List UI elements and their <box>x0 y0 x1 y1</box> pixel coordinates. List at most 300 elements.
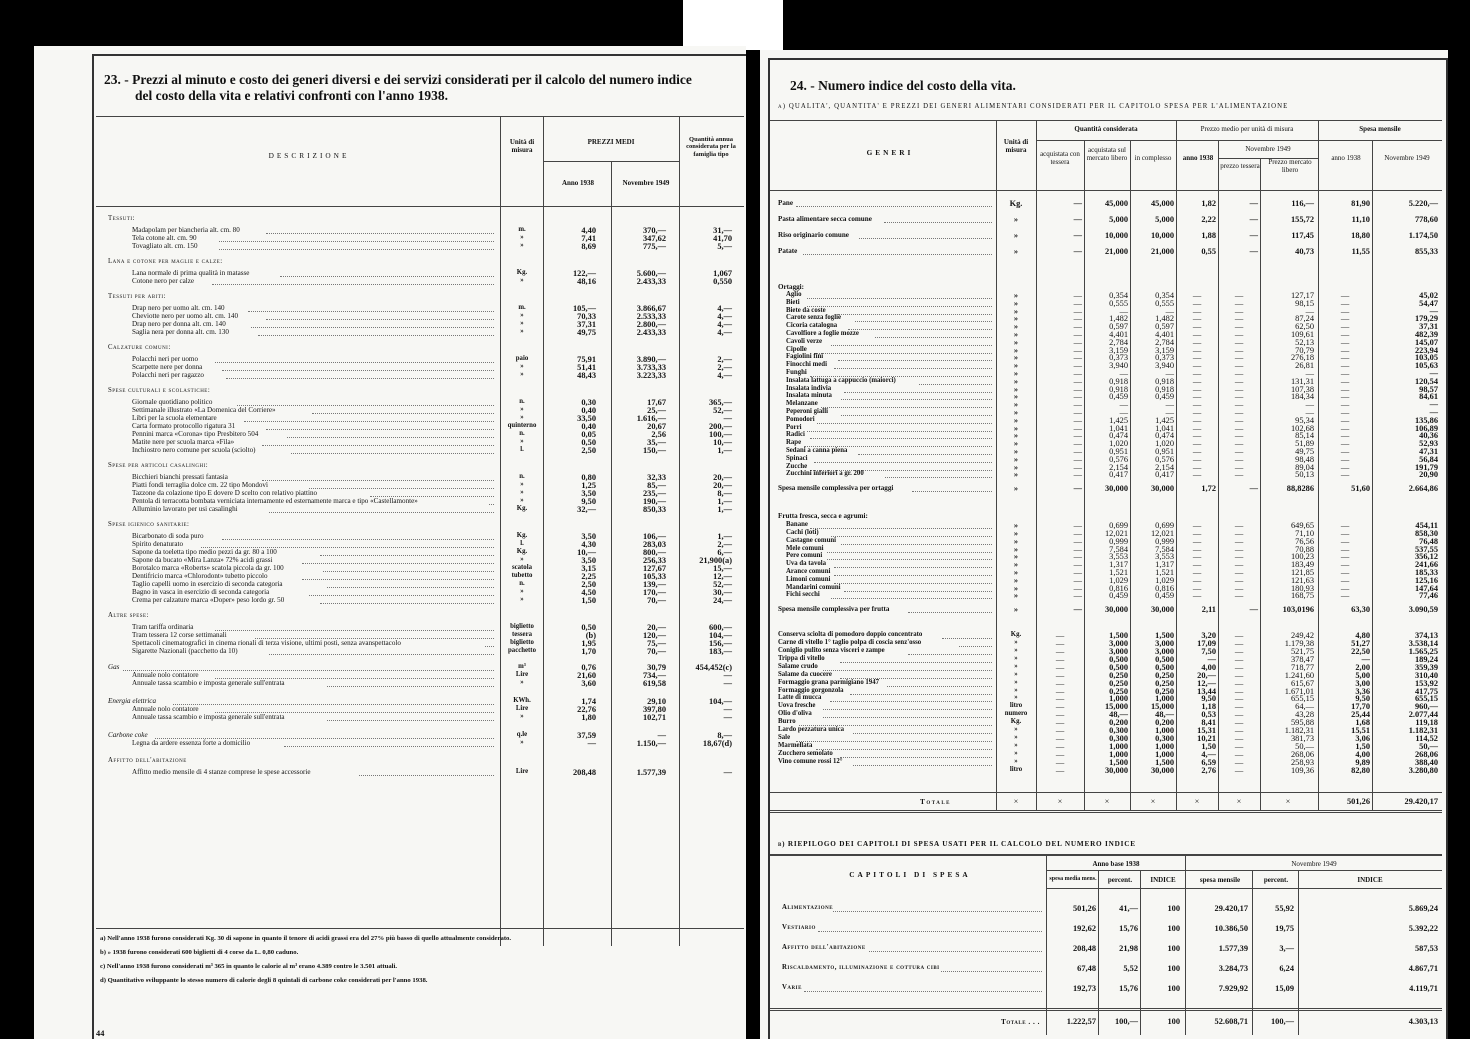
row-value: 76,56 <box>1295 536 1314 546</box>
row-value: 192,62 <box>1072 924 1096 933</box>
row-value: — <box>1073 361 1082 371</box>
leader-dots <box>173 704 494 705</box>
row-value: — <box>1340 330 1350 339</box>
row-value: — <box>1340 544 1350 554</box>
row-quantity: 8,— <box>717 489 732 498</box>
row-value: 21,98 <box>1119 944 1138 953</box>
row-price-1949: — <box>657 731 666 740</box>
row-label: Pennini marca «Corona» tipo Presbitero 504 <box>132 430 259 438</box>
row-quantity: 183,— <box>708 647 732 656</box>
row-value: — <box>1361 654 1370 664</box>
row-value: 482,39 <box>1414 330 1438 339</box>
row-unit: Kg. <box>1009 199 1023 208</box>
leader-dots <box>269 512 494 513</box>
row-value: 7.929,92 <box>1218 984 1248 993</box>
totale-x-mark: × <box>1013 797 1019 806</box>
row-price-1949: 3.890,— <box>636 355 666 364</box>
row-unit: » <box>1013 361 1019 371</box>
row-price-1938: 3,50 <box>581 556 596 565</box>
row-quantity: 52,— <box>713 406 732 415</box>
row-value: — <box>1234 544 1244 554</box>
leader-dots <box>803 254 992 255</box>
row-value: 208,48 <box>1072 944 1096 953</box>
row-label: Affitto medio mensile di 4 stanze comprese le spese accessorie <box>132 768 311 776</box>
row-value: 858,30 <box>1414 529 1438 538</box>
food-row: Zucchero semolato <box>778 749 833 757</box>
row-unit: » <box>1014 639 1018 647</box>
row-price-1938: 7,41 <box>581 234 596 243</box>
row-value: — <box>1192 544 1202 554</box>
row-label: Annuale nolo contatore <box>132 671 199 679</box>
row-value: 116,— <box>1291 199 1314 208</box>
row-value: 960,— <box>1414 702 1438 712</box>
row-value: 7,50 <box>1201 647 1216 656</box>
row-value: 1,041 <box>1109 423 1128 433</box>
row-value: — <box>1234 423 1244 433</box>
ortaggio-row: Porri <box>786 423 802 431</box>
row-value: 55,92 <box>1275 904 1294 913</box>
row-value: 103,05 <box>1414 353 1438 363</box>
row-quantity: 104,— <box>708 697 732 706</box>
row-price-1938: 51,41 <box>577 363 596 372</box>
row-value: 2,76 <box>1201 765 1216 775</box>
row-value: — <box>1234 575 1244 585</box>
row-value: 0,918 <box>1155 376 1174 386</box>
row-value: — <box>1073 575 1082 585</box>
row-value: — <box>1340 314 1350 324</box>
leader-dots <box>320 603 494 604</box>
row-price-1938: 3,50 <box>581 532 596 541</box>
row-value: — <box>1055 654 1065 664</box>
row-label: Tazzone da colazione tipo E dovere D scelto con relativo piattino <box>132 489 318 497</box>
row-value: — <box>1073 376 1082 386</box>
row-value: — <box>1192 345 1202 355</box>
leader-dots <box>244 421 494 422</box>
row-price-1938: 48,16 <box>577 277 596 286</box>
row-value: — <box>1055 757 1065 767</box>
row-value: 10.386,50 <box>1214 924 1248 933</box>
row-quantity: 4,— <box>717 320 732 329</box>
row-label: Bicarbonato di soda puro <box>132 532 204 540</box>
row-value: — <box>1055 765 1065 775</box>
leader-dots <box>248 311 494 312</box>
leader-dots <box>850 694 992 695</box>
row-value: — <box>1073 583 1082 593</box>
row-price-1949: 190,— <box>642 497 666 506</box>
row-price-1949: 2.533,33 <box>636 312 666 321</box>
leader-dots <box>838 360 992 361</box>
row-unit: l. <box>520 540 524 547</box>
row-value: 0,417 <box>1155 470 1174 480</box>
header-spesa-anno: anno 1938 <box>1331 154 1361 162</box>
row-price-1938: 122,— <box>572 269 596 278</box>
row-value: — <box>1234 322 1244 332</box>
row-value: 114,52 <box>1415 733 1438 743</box>
section-title: Calzature comuni: <box>108 344 171 351</box>
row-unit: » <box>1013 454 1019 464</box>
row-value: 37,31 <box>1419 322 1438 332</box>
row-price-1949: 139,— <box>642 580 666 589</box>
row-value: 359,39 <box>1414 662 1438 672</box>
header-unita-misura: Unità di misura <box>1003 138 1029 155</box>
row-price-1938: 32,— <box>577 505 596 514</box>
row-value: — <box>1234 345 1244 355</box>
row-value: — <box>1234 291 1244 300</box>
row-quantity: 2,— <box>717 355 732 364</box>
row-unit: » <box>1013 439 1019 449</box>
row-unit: » <box>1013 484 1019 494</box>
leader-dots <box>280 276 494 277</box>
row-value: 587,53 <box>1414 944 1438 953</box>
row-unit: » <box>1014 647 1018 654</box>
row-value: — <box>1340 298 1350 308</box>
row-price-1949: 127,67 <box>642 564 666 573</box>
leader-dots <box>291 453 494 454</box>
row-value: 98,15 <box>1295 298 1314 308</box>
totale-x-mark: × <box>1057 797 1063 806</box>
row-value: 98,48 <box>1295 454 1314 464</box>
row-value: — <box>1055 702 1065 712</box>
row-value: — <box>1073 536 1082 546</box>
row-price-1949: 256,33 <box>642 556 666 565</box>
row-value: 1,000 <box>1155 694 1174 704</box>
row-price-1938: 2,50 <box>581 580 596 589</box>
row-value: 48,— <box>1109 710 1128 720</box>
row-price-1949: 2.433,33 <box>636 277 666 286</box>
right-page <box>760 50 1448 1039</box>
leader-dots <box>323 571 494 572</box>
row-value: 5.392,22 <box>1408 924 1438 933</box>
row-value: — <box>1340 568 1350 577</box>
leader-dots <box>919 384 992 385</box>
leader-dots <box>831 598 992 599</box>
leader-dots <box>831 345 992 346</box>
row-unit: m³ <box>518 663 526 670</box>
row-value: 649,65 <box>1290 521 1314 531</box>
header-prezzo-tessera: prezzo tessera <box>1220 162 1260 170</box>
row-value: — <box>1192 408 1202 417</box>
row-unit: » <box>1013 384 1019 394</box>
row-value: 0,999 <box>1109 536 1128 546</box>
row-value: 0,373 <box>1155 353 1174 363</box>
row-value: 0,500 <box>1155 654 1174 664</box>
row-price-1949: 17,67 <box>647 398 666 407</box>
row-value: 4.303,13 <box>1408 1017 1438 1026</box>
row-quantity: 20,— <box>713 473 732 482</box>
row-unit: » <box>1014 694 1018 702</box>
row-value: 4,80 <box>1355 631 1370 641</box>
row-value: — <box>1055 678 1065 688</box>
row-price-1938: 21,60 <box>577 671 596 680</box>
row-value: — <box>1305 400 1314 410</box>
row-unit: m. <box>518 226 526 233</box>
row-value: 49,75 <box>1295 447 1314 456</box>
leader-dots <box>807 431 992 432</box>
row-price-1938: 1,74 <box>581 697 596 706</box>
row-value: — <box>1340 560 1350 570</box>
row-value: — <box>1234 670 1244 680</box>
row-label: Annuale nolo contatore <box>132 705 199 713</box>
row-value: 1,72 <box>1201 484 1216 494</box>
ortaggio-row: Insalata minuta <box>786 392 832 400</box>
row-value: 15,31 <box>1197 726 1216 735</box>
row-unit: » <box>1014 741 1018 749</box>
row-unit: n. <box>519 473 525 480</box>
row-quantity: 200,— <box>708 422 732 431</box>
row-value: — <box>1249 247 1258 256</box>
row-value: — <box>1234 733 1244 743</box>
row-price-1949: 370,— <box>642 226 666 235</box>
row-unit: » <box>1013 291 1019 300</box>
row-price-1938: 49,75 <box>577 328 596 337</box>
row-value: 117,45 <box>1291 231 1314 240</box>
row-unit: » <box>520 438 524 445</box>
leader-dots <box>807 298 992 299</box>
footnote: d) Quantitativo sviluppante lo stesso numero di calorie degli 8 quintali di carbone coke considerati per l'anno 1938. <box>100 977 428 984</box>
row-unit: Kg. <box>1010 718 1022 726</box>
row-value: 1,029 <box>1155 575 1174 585</box>
row-value: — <box>1192 591 1202 601</box>
leader-dots <box>885 477 992 478</box>
row-price-1938: 37,31 <box>577 320 596 329</box>
row-value: 7,584 <box>1155 544 1174 554</box>
riepilogo-row: Vestiario <box>782 924 816 931</box>
row-price-1938: — <box>587 739 596 748</box>
row-value: — <box>1192 361 1202 371</box>
leader-dots <box>327 587 494 588</box>
row-value: — <box>1073 330 1082 339</box>
row-value: — <box>1192 447 1202 456</box>
food-row: Riso originario comune <box>778 231 849 239</box>
row-value: — <box>1234 462 1244 472</box>
row-quantity: 8,— <box>717 731 732 740</box>
row-unit: » <box>1013 392 1019 402</box>
row-value: 29.420,17 <box>1214 904 1248 913</box>
row-label: Libri per la scuola elementare <box>132 414 217 422</box>
row-quantity: 0,550 <box>713 277 732 286</box>
leader-dots <box>215 630 494 631</box>
row-price-1949: 347,62 <box>642 234 666 243</box>
row-price-1949: 850,33 <box>642 505 666 514</box>
header-spesa-mensile-b: spesa mensile <box>1199 876 1241 884</box>
row-unit: biglietto <box>510 639 534 646</box>
row-value: 51,27 <box>1351 639 1370 649</box>
row-value: — <box>1234 568 1244 577</box>
food-row: Lardo pezzatura unica <box>778 726 845 733</box>
row-price-1938: 1,25 <box>581 481 596 490</box>
row-value: — <box>1234 536 1244 546</box>
ortaggio-row: Sedani a canna piena <box>786 447 848 454</box>
row-value: — <box>1073 199 1082 208</box>
row-price-1938: 2,25 <box>581 572 596 581</box>
row-value: — <box>1340 392 1350 402</box>
header-acq-tessera: acquistata con tessera <box>1040 150 1080 167</box>
riepilogo-title: b) RIEPILOGO DEI CAPITOLI DI SPESA USATI PER IL CALCOLO DEL NUMERO INDICE <box>778 840 1136 848</box>
row-value: 595,88 <box>1290 718 1314 728</box>
row-value: 179,29 <box>1414 314 1438 324</box>
row-value: 2,22 <box>1201 215 1216 224</box>
row-value: — <box>1073 484 1082 494</box>
row-value: 71,10 <box>1295 529 1314 538</box>
frutta-row: Uva da tavola <box>786 560 827 568</box>
row-value: 6,24 <box>1279 964 1294 973</box>
row-value: — <box>1234 392 1244 402</box>
row-price-1949: 3.733,33 <box>636 363 666 372</box>
row-value: — <box>1249 484 1258 494</box>
row-quantity: — <box>723 671 732 680</box>
row-label: Bicchieri bianchi pressati fantasia <box>132 473 228 481</box>
row-value: — <box>1340 575 1350 585</box>
row-value: 21,000 <box>1150 247 1174 256</box>
food-row: Sale <box>778 733 791 741</box>
row-unit: » <box>1013 314 1019 324</box>
row-quantity: 365,— <box>708 398 732 407</box>
row-price-1938: 48,43 <box>577 371 596 380</box>
row-value: 1.179,38 <box>1284 639 1314 649</box>
leader-dots <box>848 329 992 330</box>
totale-spesa-anno: 501,26 <box>1346 797 1370 806</box>
row-value: 3.538,14 <box>1408 639 1438 649</box>
leader-dots <box>251 327 494 328</box>
row-value: 5.869,24 <box>1408 904 1438 913</box>
row-value: — <box>1340 369 1350 378</box>
row-price-1949: 619,58 <box>642 679 666 688</box>
row-value: — <box>1192 400 1202 410</box>
row-price-1949: 800,— <box>642 548 666 557</box>
row-unit: » <box>520 371 524 378</box>
ortaggio-row: Spinaci <box>786 454 808 462</box>
row-value: 30,000 <box>1104 484 1128 494</box>
row-value: — <box>1073 439 1082 449</box>
row-value: 0,250 <box>1155 670 1174 680</box>
row-value: 2,784 <box>1109 337 1128 347</box>
row-value: 4,401 <box>1109 330 1128 339</box>
row-price-1949: 106,— <box>642 532 666 541</box>
row-quantity: 4,— <box>717 312 732 321</box>
row-value: — <box>1192 415 1202 425</box>
row-price-1949: 2.800,— <box>636 320 666 329</box>
row-value: 0,918 <box>1155 384 1174 394</box>
row-value: 145,07 <box>1414 337 1438 347</box>
row-value: — <box>1234 678 1244 688</box>
row-value: 241,66 <box>1414 560 1438 570</box>
row-quantity: 12,— <box>713 572 732 581</box>
row-value: 0,55 <box>1201 247 1216 256</box>
leader-dots <box>853 733 992 734</box>
row-value: — <box>1055 631 1065 641</box>
frutta-row: Fichi secchi <box>786 591 820 599</box>
row-value: 0,555 <box>1109 298 1128 308</box>
row-value: — <box>1234 583 1244 593</box>
totale-x-mark: × <box>1285 797 1291 806</box>
header-percent: percent. <box>1107 876 1133 884</box>
row-value: 1.577,39 <box>1218 944 1248 953</box>
row-value: 98,57 <box>1419 384 1438 394</box>
row-value: — <box>1055 647 1065 656</box>
row-unit: » <box>520 320 524 327</box>
row-value: 3,06 <box>1355 733 1370 743</box>
row-price-1949: 32,33 <box>647 473 666 482</box>
leader-dots <box>222 370 494 371</box>
row-label: Sapone da toeletta tipo medio pezzi da gr. 80 a 100 <box>132 548 277 556</box>
leader-dots <box>266 429 494 430</box>
leader-dots <box>320 555 494 556</box>
row-label: Saglia nera per donna alt. cm. 130 <box>132 328 229 336</box>
row-label: Crema per calzature marca «Doper» peso lordo gr. 50 <box>132 596 285 604</box>
row-value: 131,31 <box>1290 376 1314 386</box>
header-generi: GENERI <box>866 148 914 157</box>
row-value: 19,75 <box>1275 924 1294 933</box>
food-row: Pane <box>778 199 793 207</box>
row-label: Cotone nero per calze <box>132 277 195 285</box>
row-value: — <box>1192 536 1202 546</box>
row-value: — <box>1234 337 1244 347</box>
row-value: 89,04 <box>1295 462 1314 472</box>
row-value: 0,354 <box>1109 291 1128 300</box>
leader-dots <box>841 399 992 400</box>
row-unit: » <box>1013 462 1019 472</box>
row-value: — <box>1234 718 1244 728</box>
row-value: — <box>1234 330 1244 339</box>
row-value: — <box>1340 447 1350 456</box>
row-value: — <box>1234 749 1244 759</box>
leader-dots <box>489 504 494 505</box>
frutta-row: Arance comuni <box>786 568 831 575</box>
ortaggio-row: Zucche <box>786 462 808 470</box>
row-value: 47,31 <box>1419 447 1438 456</box>
row-value: 249,42 <box>1290 631 1314 641</box>
row-value: — <box>1119 408 1128 417</box>
row-value: — <box>1234 552 1244 562</box>
riepilogo-total-label: Totale . . . <box>1001 1017 1040 1026</box>
row-value: 0,816 <box>1155 583 1174 593</box>
row-value: 10,000 <box>1104 231 1128 240</box>
leader-dots <box>844 392 992 393</box>
leader-dots <box>485 646 494 647</box>
row-quantity: 1,067 <box>713 269 732 278</box>
row-quantity: 52,— <box>713 580 732 589</box>
row-value: 0,500 <box>1109 662 1128 672</box>
row-value: 655,15 <box>1290 694 1314 704</box>
row-unit: » <box>1013 345 1019 355</box>
row-label: Carta formato protocollo rigatura 31 <box>132 422 236 430</box>
row-value: — <box>1073 408 1082 417</box>
row-value: 0,699 <box>1155 521 1174 531</box>
row-value: 0,999 <box>1155 536 1174 546</box>
food-row: Olio d'oliva <box>778 710 812 718</box>
row-value: — <box>1073 291 1082 300</box>
row-value: — <box>1192 322 1202 332</box>
row-label: Sapone da bucato «Mira Lanza» 72% acidi grassi <box>132 556 273 564</box>
row-unit: biglietto <box>510 623 534 630</box>
row-unit: » <box>520 277 524 284</box>
leader-dots <box>302 563 494 564</box>
ortaggio-row: Radici <box>786 431 805 439</box>
row-unit: Lire <box>515 705 529 712</box>
row-price-1949: 30,79 <box>647 663 666 672</box>
row-value: — <box>1340 400 1350 410</box>
row-value: — <box>1073 415 1082 425</box>
row-value: 15,51 <box>1351 726 1370 735</box>
row-value: 88,8286 <box>1286 484 1314 494</box>
section-title: Spese igienico sanitarie: <box>108 521 190 528</box>
row-value: — <box>1165 369 1174 378</box>
row-value: 10,000 <box>1150 231 1174 240</box>
row-value: 388,40 <box>1414 757 1438 767</box>
row-value: 102,68 <box>1290 423 1314 433</box>
row-value: 4.119,71 <box>1409 984 1438 993</box>
row-unit: KWh. <box>513 697 531 704</box>
